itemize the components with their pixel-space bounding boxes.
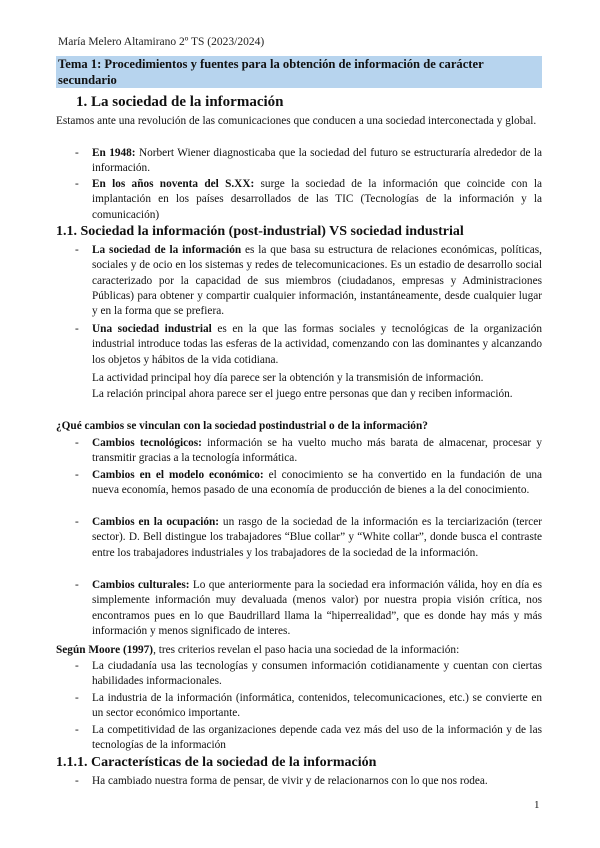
subsection-heading: 1.1. Sociedad la información (post-industrial) VS sociedad industrial [56, 224, 464, 239]
question-heading: ¿Qué cambios se vinculan con la sociedad postindustrial o de la información? [56, 420, 428, 432]
page-header: María Melero Altamirano 2º TS (2023/2024) [58, 36, 265, 48]
page-number: 1 [534, 799, 540, 811]
moore-paragraph: Según Moore (1997), tres criterios revelan el paso hacia una sociedad de la información: [56, 644, 460, 656]
topic-title [56, 56, 542, 88]
section-heading: 1. La sociedad de la información [76, 94, 284, 110]
intro-paragraph: Estamos ante una revolución de las comunicaciones que conducen a una sociedad interconectada y global. [56, 115, 537, 127]
topic-title-line2: secundario [58, 73, 117, 87]
document-page: María Melero Altamirano 2º TS (2023/2024) Tema 1: Procedimientos y fuentes para la obtención de información de carácter secundario 1. La sociedad de la información Estamos ante una revolución de las comunicaciones que conducen a una sociedad interconectada y global. - En 1948: Norbert Wiener diagnosticaba que la sociedad del futuro se estructuraría alrededor de la información. - En los años noventa del S.XX: surge la sociedad de la información que coincide con la implantación en los países desarrollados de las TIC (Tecnologías de la información y la comunicación) 1.1. Sociedad la información (post-industrial) VS sociedad industrial - La sociedad de la información es la que basa su estructura de relaciones económicas, políticas, sociales y de ocio en los sistemas y redes de telecomunicaciones. Es un estadio de desarrollo social caracterizado por la capacidad de sus miembros (ciudadanos, empresas y Administraciones Públicas) para obtener y compartir cualquier información, instantáneamente, desde cualquier lugar y en la forma que se prefiera. - Una sociedad industrial es en la que las formas sociales y tecnológicas de la organización industrial introduce todas las esferas de la actividad, comenzando con las dominantes y alcanzando los objetos y hábitos de la vida cotidiana. La actividad principal hoy día parece ser la obtención y la transmisión de información. La relación principal ahora parece ser el juego entre personas que dan y reciben información. ¿Qué cambios se vinculan con la sociedad postindustrial o de la información? - Cambios tecnológicos: información se ha vuelto mucho más barata de almacenar, procesar y transmitir gracias a la tecnología informática. - Cambios en el modelo económico: el conocimiento se ha convertido en la fundación de una nueva economía, hemos pasado de una economía de producción de bienes a la del conocimiento. - Cambios en la ocupación: un rasgo de la sociedad de la información es la terciarización (tercer sector). D. Bell distingue los trabajadores “Blue collar” y “White collar”, donde busca el contraste entre los trabajadores industriales y los trabajadores de la sociedad de la información. - Cambios culturales: Lo que anteriormente para la sociedad era información válida, hoy en día es simplemente información muy devaluada (menos valor) por nuestra propia visión crítica, nos encontramos pues en lo que Baudrillard llama la “hiperrealidad”, que es donde hay más y más información y menos significado de interes. Según Moore (1997), tres criterios revelan el paso hacia una sociedad de la información: - La ciudadanía usa las tecnologías y consumen información cotidianamente y cuentan con ciertas habilidades informacionales. - La industria de la información (informática, contenidos, telecomunicaciones, etc.) se convierte en un sector económico importante. - La competitividad de las organizaciones depende cada vez más del uso de la información y de las tecnologías de la información 1.1.1. Características de la sociedad de la información - Ha cambiado nuestra forma de pensar, de vivir y de relacionarnos con lo que nos rodea. 1 [56, 36, 543, 811]
subsubsection-heading: 1.1.1. Características de la sociedad de la información [56, 755, 377, 770]
topic-title-line1: Tema 1: Procedimientos y fuentes para la obtención de información de carácter [58, 57, 484, 71]
